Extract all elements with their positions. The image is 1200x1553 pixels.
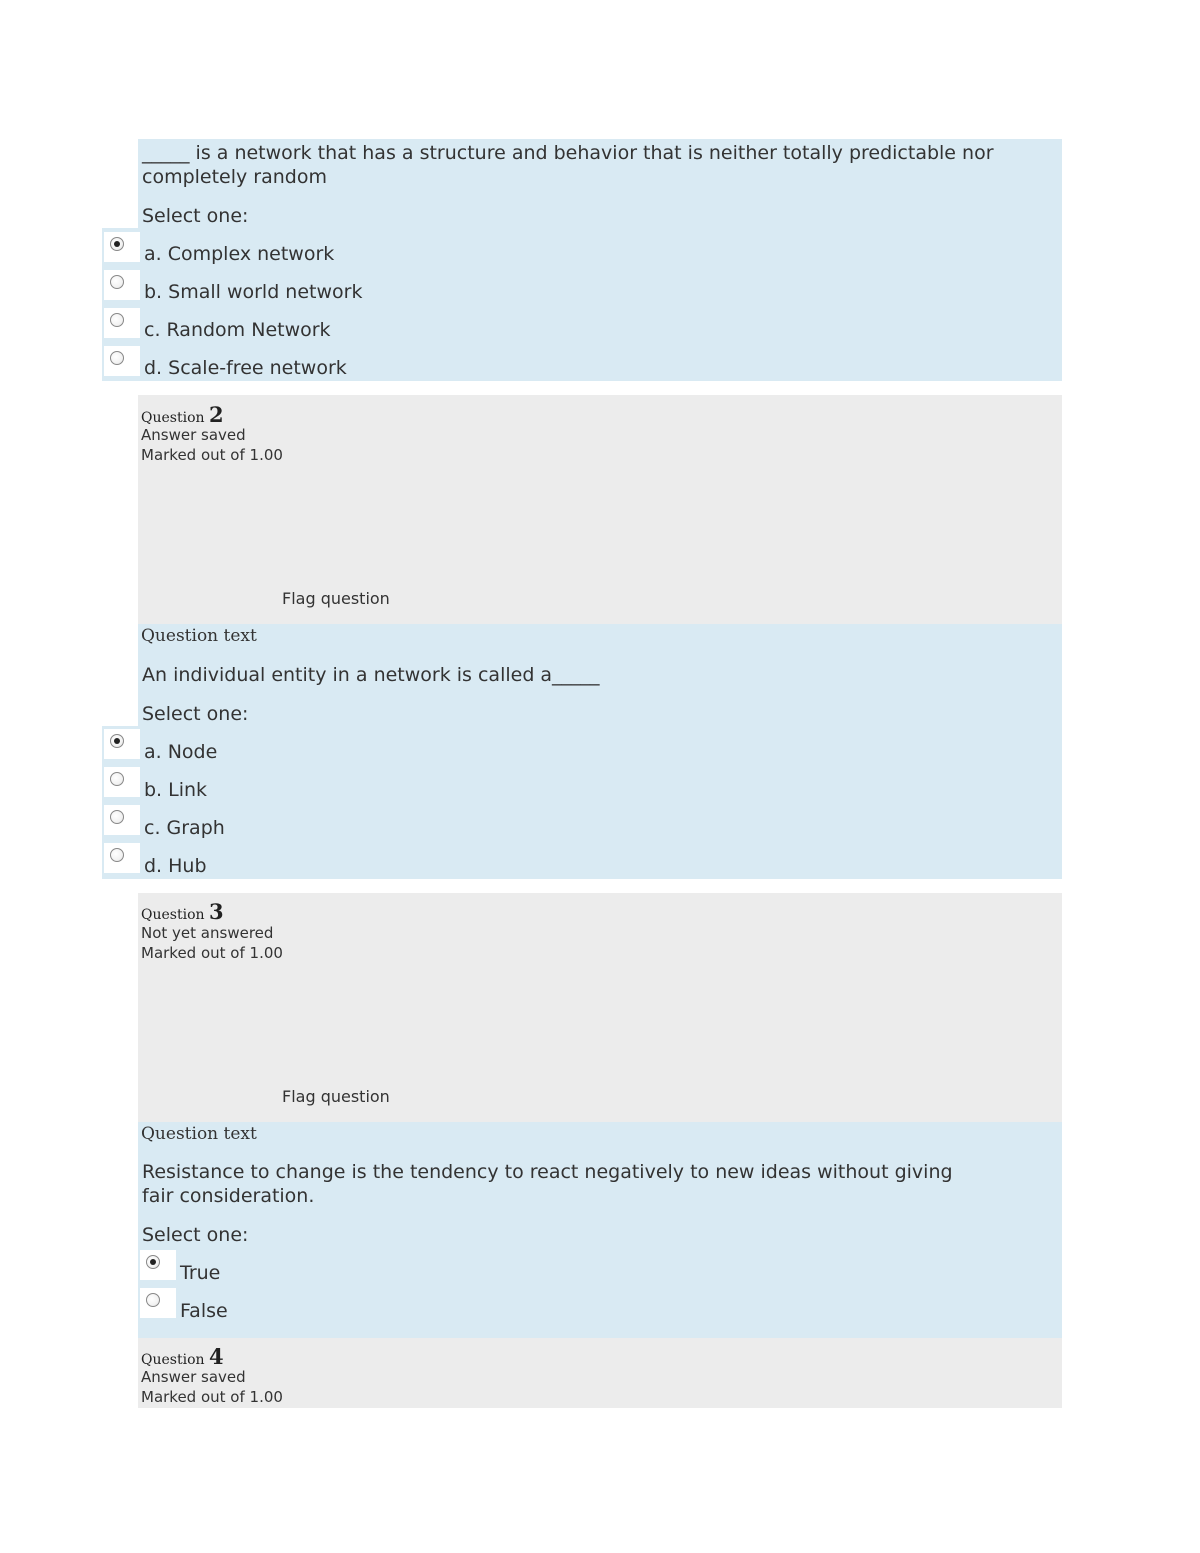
q2-info-panel bbox=[138, 395, 1062, 624]
q3-question-label: Question 3 bbox=[141, 899, 224, 924]
q1-option-c-radio-cell bbox=[104, 308, 140, 338]
radio-unchecked-icon[interactable] bbox=[110, 313, 124, 327]
radio-unchecked-icon[interactable] bbox=[110, 772, 124, 786]
q1-option-d-radio-cell bbox=[104, 346, 140, 376]
q2-option-a[interactable]: a. Node bbox=[144, 741, 218, 763]
radio-unchecked-icon[interactable] bbox=[110, 810, 124, 824]
q3-option-false-radio-cell bbox=[140, 1288, 176, 1318]
q2-option-b[interactable]: b. Link bbox=[144, 779, 208, 801]
radio-checked-icon[interactable] bbox=[146, 1255, 160, 1269]
q4-status: Answer saved bbox=[141, 1368, 246, 1386]
q4-question-label: Question 4 bbox=[141, 1344, 224, 1369]
radio-unchecked-icon[interactable] bbox=[146, 1293, 160, 1307]
q3-info-panel bbox=[138, 893, 1062, 1122]
q3-marks: Marked out of 1.00 bbox=[141, 944, 283, 962]
q2-question-label: Question 2 bbox=[141, 402, 224, 427]
q3-question-text: Resistance to change is the tendency to react negatively to new ideas without giving fair consideration. bbox=[142, 1161, 953, 1207]
radio-unchecked-icon[interactable] bbox=[110, 848, 124, 862]
q2-option-d[interactable]: d. Hub bbox=[144, 855, 207, 877]
q2-select-one-label: Select one: bbox=[142, 703, 249, 725]
q3-option-true-radio-cell bbox=[140, 1250, 176, 1280]
radio-checked-icon[interactable] bbox=[110, 734, 124, 748]
q3-content-panel bbox=[138, 1122, 1062, 1338]
q2-question-text-label: Question text bbox=[141, 626, 257, 646]
q3-flag-question[interactable]: Flag question bbox=[282, 1087, 390, 1106]
q1-select-one-label: Select one: bbox=[142, 205, 249, 227]
q2-question-number: 2 bbox=[208, 402, 224, 427]
q4-marks: Marked out of 1.00 bbox=[141, 1388, 283, 1406]
q1-option-b[interactable]: b. Small world network bbox=[144, 281, 363, 303]
q2-option-b-radio-cell bbox=[104, 767, 140, 797]
q2-status: Answer saved bbox=[141, 426, 246, 444]
radio-checked-icon[interactable] bbox=[110, 237, 124, 251]
q3-select-one-label: Select one: bbox=[142, 1224, 249, 1246]
q1-option-b-radio-cell bbox=[104, 270, 140, 300]
q3-question-number: 3 bbox=[208, 899, 224, 924]
q2-option-d-radio-cell bbox=[104, 843, 140, 873]
q3-option-false[interactable]: False bbox=[180, 1300, 228, 1322]
q2-option-c[interactable]: c. Graph bbox=[144, 817, 225, 839]
q2-question-text: An individual entity in a network is called a_____ bbox=[142, 664, 600, 686]
q4-question-number: 4 bbox=[208, 1344, 224, 1369]
radio-unchecked-icon[interactable] bbox=[110, 275, 124, 289]
q2-option-c-radio-cell bbox=[104, 805, 140, 835]
q3-option-true[interactable]: True bbox=[180, 1262, 221, 1284]
q2-marks: Marked out of 1.00 bbox=[141, 446, 283, 464]
q3-status: Not yet answered bbox=[141, 924, 274, 942]
q2-flag-question[interactable]: Flag question bbox=[282, 589, 390, 608]
q3-question-text-label: Question text bbox=[141, 1124, 257, 1144]
q1-option-c[interactable]: c. Random Network bbox=[144, 319, 331, 341]
q1-option-a-radio-cell bbox=[104, 232, 140, 262]
q1-question-text: _____ is a network that has a structure and behavior that is neither totally predictable nor completely random bbox=[142, 142, 994, 188]
q1-option-d[interactable]: d. Scale-free network bbox=[144, 357, 347, 379]
q2-option-a-radio-cell bbox=[104, 729, 140, 759]
q1-option-a[interactable]: a. Complex network bbox=[144, 243, 335, 265]
radio-unchecked-icon[interactable] bbox=[110, 351, 124, 365]
